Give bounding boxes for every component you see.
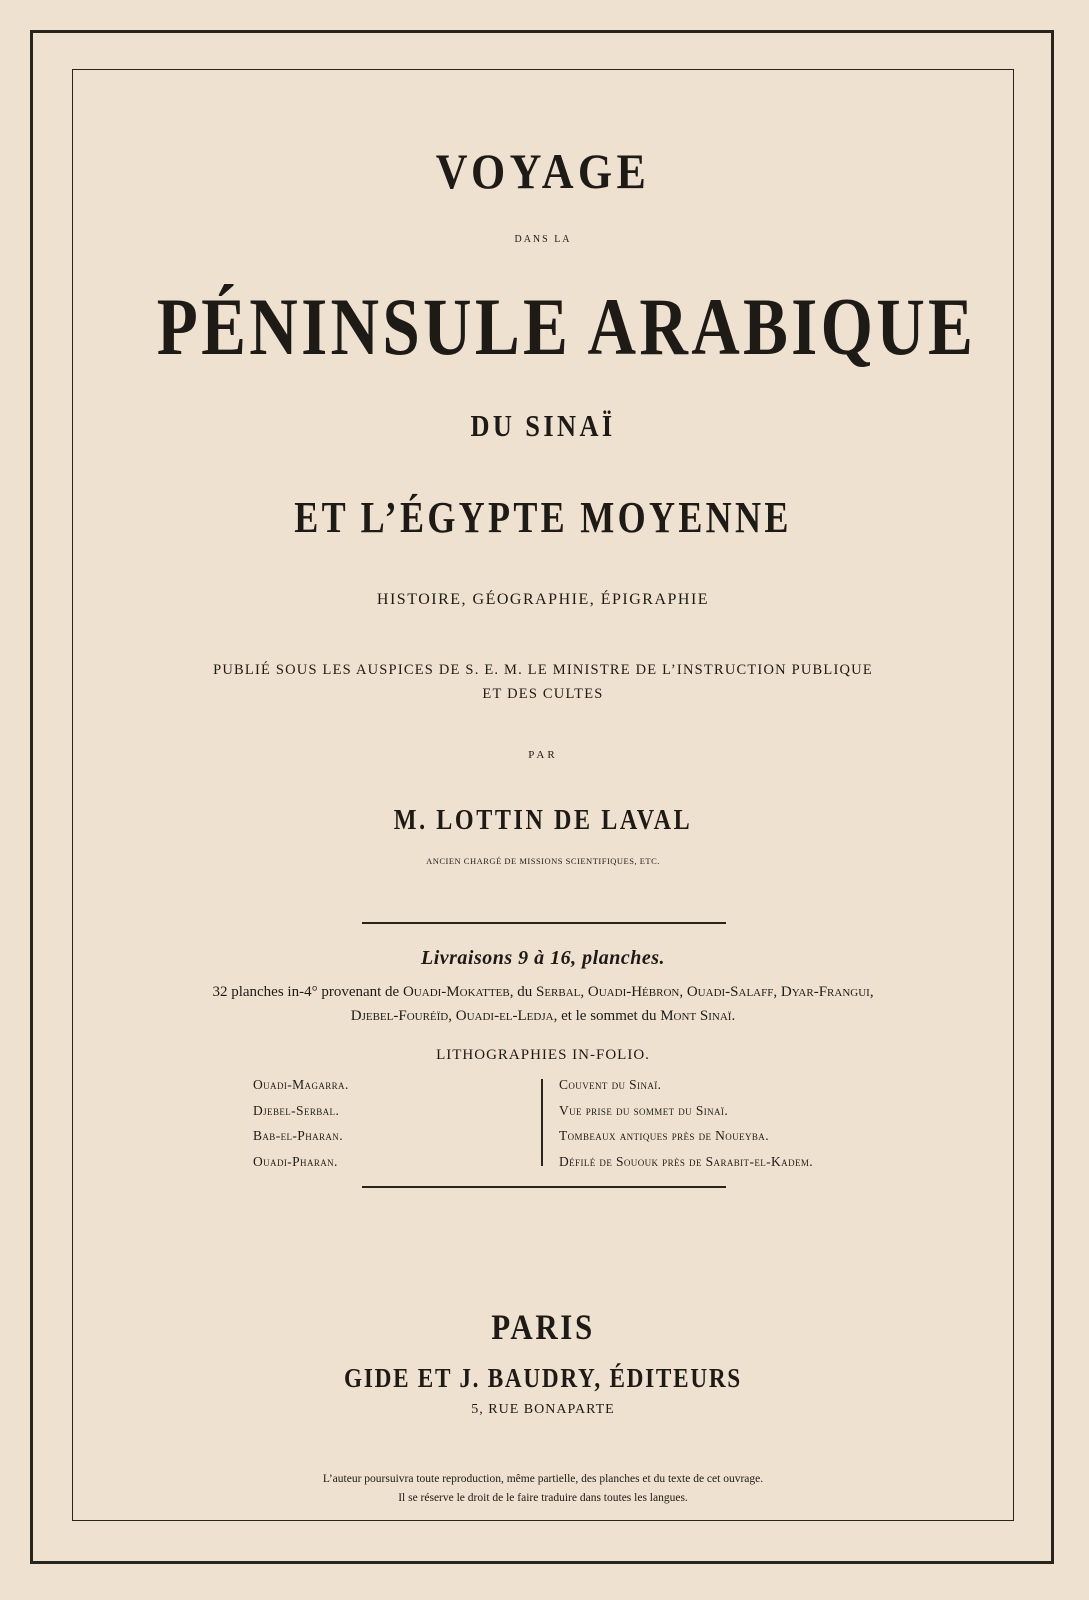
auspices-line-2: ET DES CULTES <box>482 686 604 702</box>
list-item: Ouadi-Pharan. <box>253 1153 338 1169</box>
list-item: Défilé de Sououk près de Sarabit-el-Kadem. <box>559 1153 814 1169</box>
column-divider <box>541 1079 543 1166</box>
lithographies-heading: LITHOGRAPHIES IN-FOLIO. <box>436 1047 650 1063</box>
lithographies-list-right <box>559 1072 813 1174</box>
par-label: PAR <box>528 749 558 761</box>
place-name: Dyar-Frangui <box>780 984 870 1000</box>
title-peninsule-arabique: PÉNINSULE ARABIQUE <box>156 281 977 372</box>
list-item: Vue prise du sommet du Sinaï. <box>559 1102 729 1118</box>
title-dans-la: DANS LA <box>514 234 572 245</box>
author-title: ANCIEN CHARGÉ DE MISSIONS SCIENTIFIQUES, ETC. <box>426 856 660 866</box>
imprint-publisher: GIDE ET J. BAUDRY, ÉDITEURS <box>344 1363 742 1393</box>
place-name: Mont Sinaï <box>660 1008 732 1024</box>
imprint-address: 5, RUE BONAPARTE <box>471 1402 615 1417</box>
copyright-notice-line-2: Il se réserve le droit de le faire traduire dans toutes les langues. <box>398 1492 688 1504</box>
planches-description-line-2 <box>72 1008 1014 1025</box>
lithographies-list-left <box>253 1072 349 1174</box>
list-item: Bab-el-Pharan. <box>253 1128 343 1143</box>
text-fragment: , <box>580 984 588 1000</box>
title-voyage: VOYAGE <box>435 143 651 199</box>
text-fragment: , <box>869 984 874 1000</box>
planches-description-line-1 <box>72 984 1014 1001</box>
text-fragment: , et le sommet du <box>553 1008 661 1024</box>
text-fragment: . <box>731 1008 736 1024</box>
text-fragment: , <box>448 1008 456 1024</box>
list-item: Couvent du Sinaï. <box>559 1077 662 1092</box>
place-name: Djebel-Fouréïd <box>350 1008 449 1024</box>
livraisons-heading: Livraisons 9 à 16, planches. <box>420 947 666 969</box>
text-fragment: , <box>773 984 781 1000</box>
copyright-notice-line-1: L’auteur poursuivra toute reproduction, même partielle, des planches et du texte de cet ouvrage. <box>322 1473 764 1485</box>
list-item: Djebel-Serbal. <box>253 1102 340 1118</box>
place-name: Ouadi-Salaff <box>686 984 774 1000</box>
auspices-line-1: PUBLIÉ SOUS LES AUSPICES DE S. E. M. LE MINISTRE DE L’INSTRUCTION PUBLIQUE <box>213 662 873 678</box>
subtitle-disciplines: HISTOIRE, GÉOGRAPHIE, ÉPIGRAPHIE <box>376 591 710 608</box>
place-name: Ouadi-Hébron <box>587 984 680 1000</box>
title-du-sinai: DU SINAÏ <box>470 408 616 443</box>
title-egypte-moyenne: ET L’ÉGYPTE MOYENNE <box>294 493 792 542</box>
author-name: M. LOTTIN DE LAVAL <box>393 805 693 836</box>
place-name: Ouadi-el-Ledja <box>455 1008 554 1024</box>
list-item: Ouadi-Magarra. <box>253 1077 349 1092</box>
text-fragment: 32 planches in-4° provenant de <box>212 984 403 1000</box>
list-item: Tombeaux antiques près de Noueyba. <box>559 1128 769 1143</box>
divider-rule-bottom <box>362 1186 726 1188</box>
text-fragment: , du <box>509 984 536 1000</box>
place-name: Serbal <box>536 984 581 1000</box>
place-name: Ouadi-Mokatteb <box>402 984 510 1000</box>
imprint-city: PARIS <box>491 1307 595 1347</box>
text-fragment: , <box>679 984 687 1000</box>
divider-rule-top <box>362 922 726 924</box>
